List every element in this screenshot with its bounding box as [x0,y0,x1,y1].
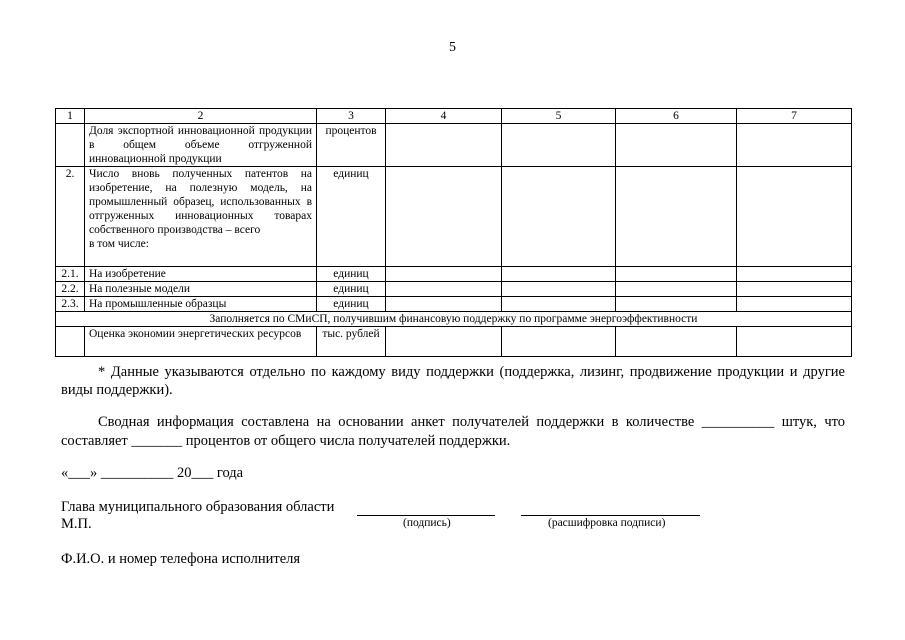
column-header: 6 [616,109,737,124]
value-cell [616,167,737,267]
value-cell [616,124,737,167]
indicator-name-text: Число вновь полученных патентов на изобретение, на полезную модель, на промышленный образец, использованных в отгруженных инновационных товарах собственного производства – всего [89,168,312,236]
table-row [56,124,852,167]
value-cell [386,267,502,282]
value-cell [737,282,852,297]
column-header: 4 [386,109,502,124]
row-number: 2. [56,167,85,267]
indicator-name: Доля экспортной инновационной продукции в общем объеме отгруженной инновационной продукции [85,124,317,167]
value-cell [502,124,616,167]
indicator-name: На промышленные образцы [85,297,317,312]
indicator-name: На полезные модели [85,282,317,297]
value-cell [616,282,737,297]
value-cell [737,327,852,357]
value-cell [502,282,616,297]
unit-cell: единиц [317,282,386,297]
energy-section-note: Заполняется по СМиСП, получившим финансовую поддержку по программе энергоэффективности [56,312,852,327]
transcript-line [521,515,700,516]
unit-cell: единиц [317,297,386,312]
unit-cell: единиц [317,167,386,267]
table-row [56,297,852,312]
value-cell [616,267,737,282]
report-table [55,108,852,357]
value-cell [502,327,616,357]
indicator-name-extra: в том числе: [89,238,149,250]
seal-mark: М.П. [61,516,92,532]
row-number: 2.1. [56,267,85,282]
value-cell [386,327,502,357]
date-line: «___» __________ 20___ года [61,465,244,481]
count-blank: __________ [701,414,775,430]
summary-text: Сводная информация составлена на основании анкет получателей поддержки в количестве [98,414,695,430]
value-cell [737,267,852,282]
row-number [56,327,85,357]
value-cell [386,282,502,297]
column-header: 2 [85,109,317,124]
value-cell [737,124,852,167]
value-cell [502,267,616,282]
column-header: 5 [502,109,616,124]
column-header: 1 [56,109,85,124]
unit-cell: тыс. рублей [317,327,386,357]
table-header-row [56,109,852,124]
head-title: Глава муниципального образования области [61,499,335,515]
value-cell [502,297,616,312]
column-header: 7 [737,109,852,124]
unit-cell: процентов [317,124,386,167]
percent-blank: _______ [131,433,183,449]
indicator-name [85,167,317,267]
page-number: 5 [449,40,456,55]
summary-text: процентов от общего числа получателей поддержки. [185,433,511,449]
row-number [56,124,85,167]
value-cell [737,167,852,267]
unit-cell: единиц [317,267,386,282]
summary-text: штук, что составляет [61,414,846,449]
table-row [56,167,852,267]
table-row [56,282,852,297]
value-cell [616,327,737,357]
value-cell [616,297,737,312]
indicator-name: На изобретение [85,267,317,282]
executor-line: Ф.И.О. и номер телефона исполнителя [61,551,301,567]
row-number: 2.3. [56,297,85,312]
value-cell [386,167,502,267]
value-cell [737,297,852,312]
value-cell [386,297,502,312]
value-cell [386,124,502,167]
summary-paragraph [61,413,845,451]
energy-section-row [56,312,852,327]
column-header: 3 [317,109,386,124]
transcript-caption: (расшифровка подписи) [548,517,666,529]
signature-line [357,515,495,516]
footnote: * Данные указываются отдельно по каждому виду поддержки (поддержка, лизинг, продвижение продукции и другие виды поддержки). [61,364,845,398]
indicator-name: Оценка экономии энергетических ресурсов [85,327,317,357]
value-cell [502,167,616,267]
table-row [56,327,852,357]
row-number: 2.2. [56,282,85,297]
signature-caption: (подпись) [403,517,451,529]
table-row [56,267,852,282]
